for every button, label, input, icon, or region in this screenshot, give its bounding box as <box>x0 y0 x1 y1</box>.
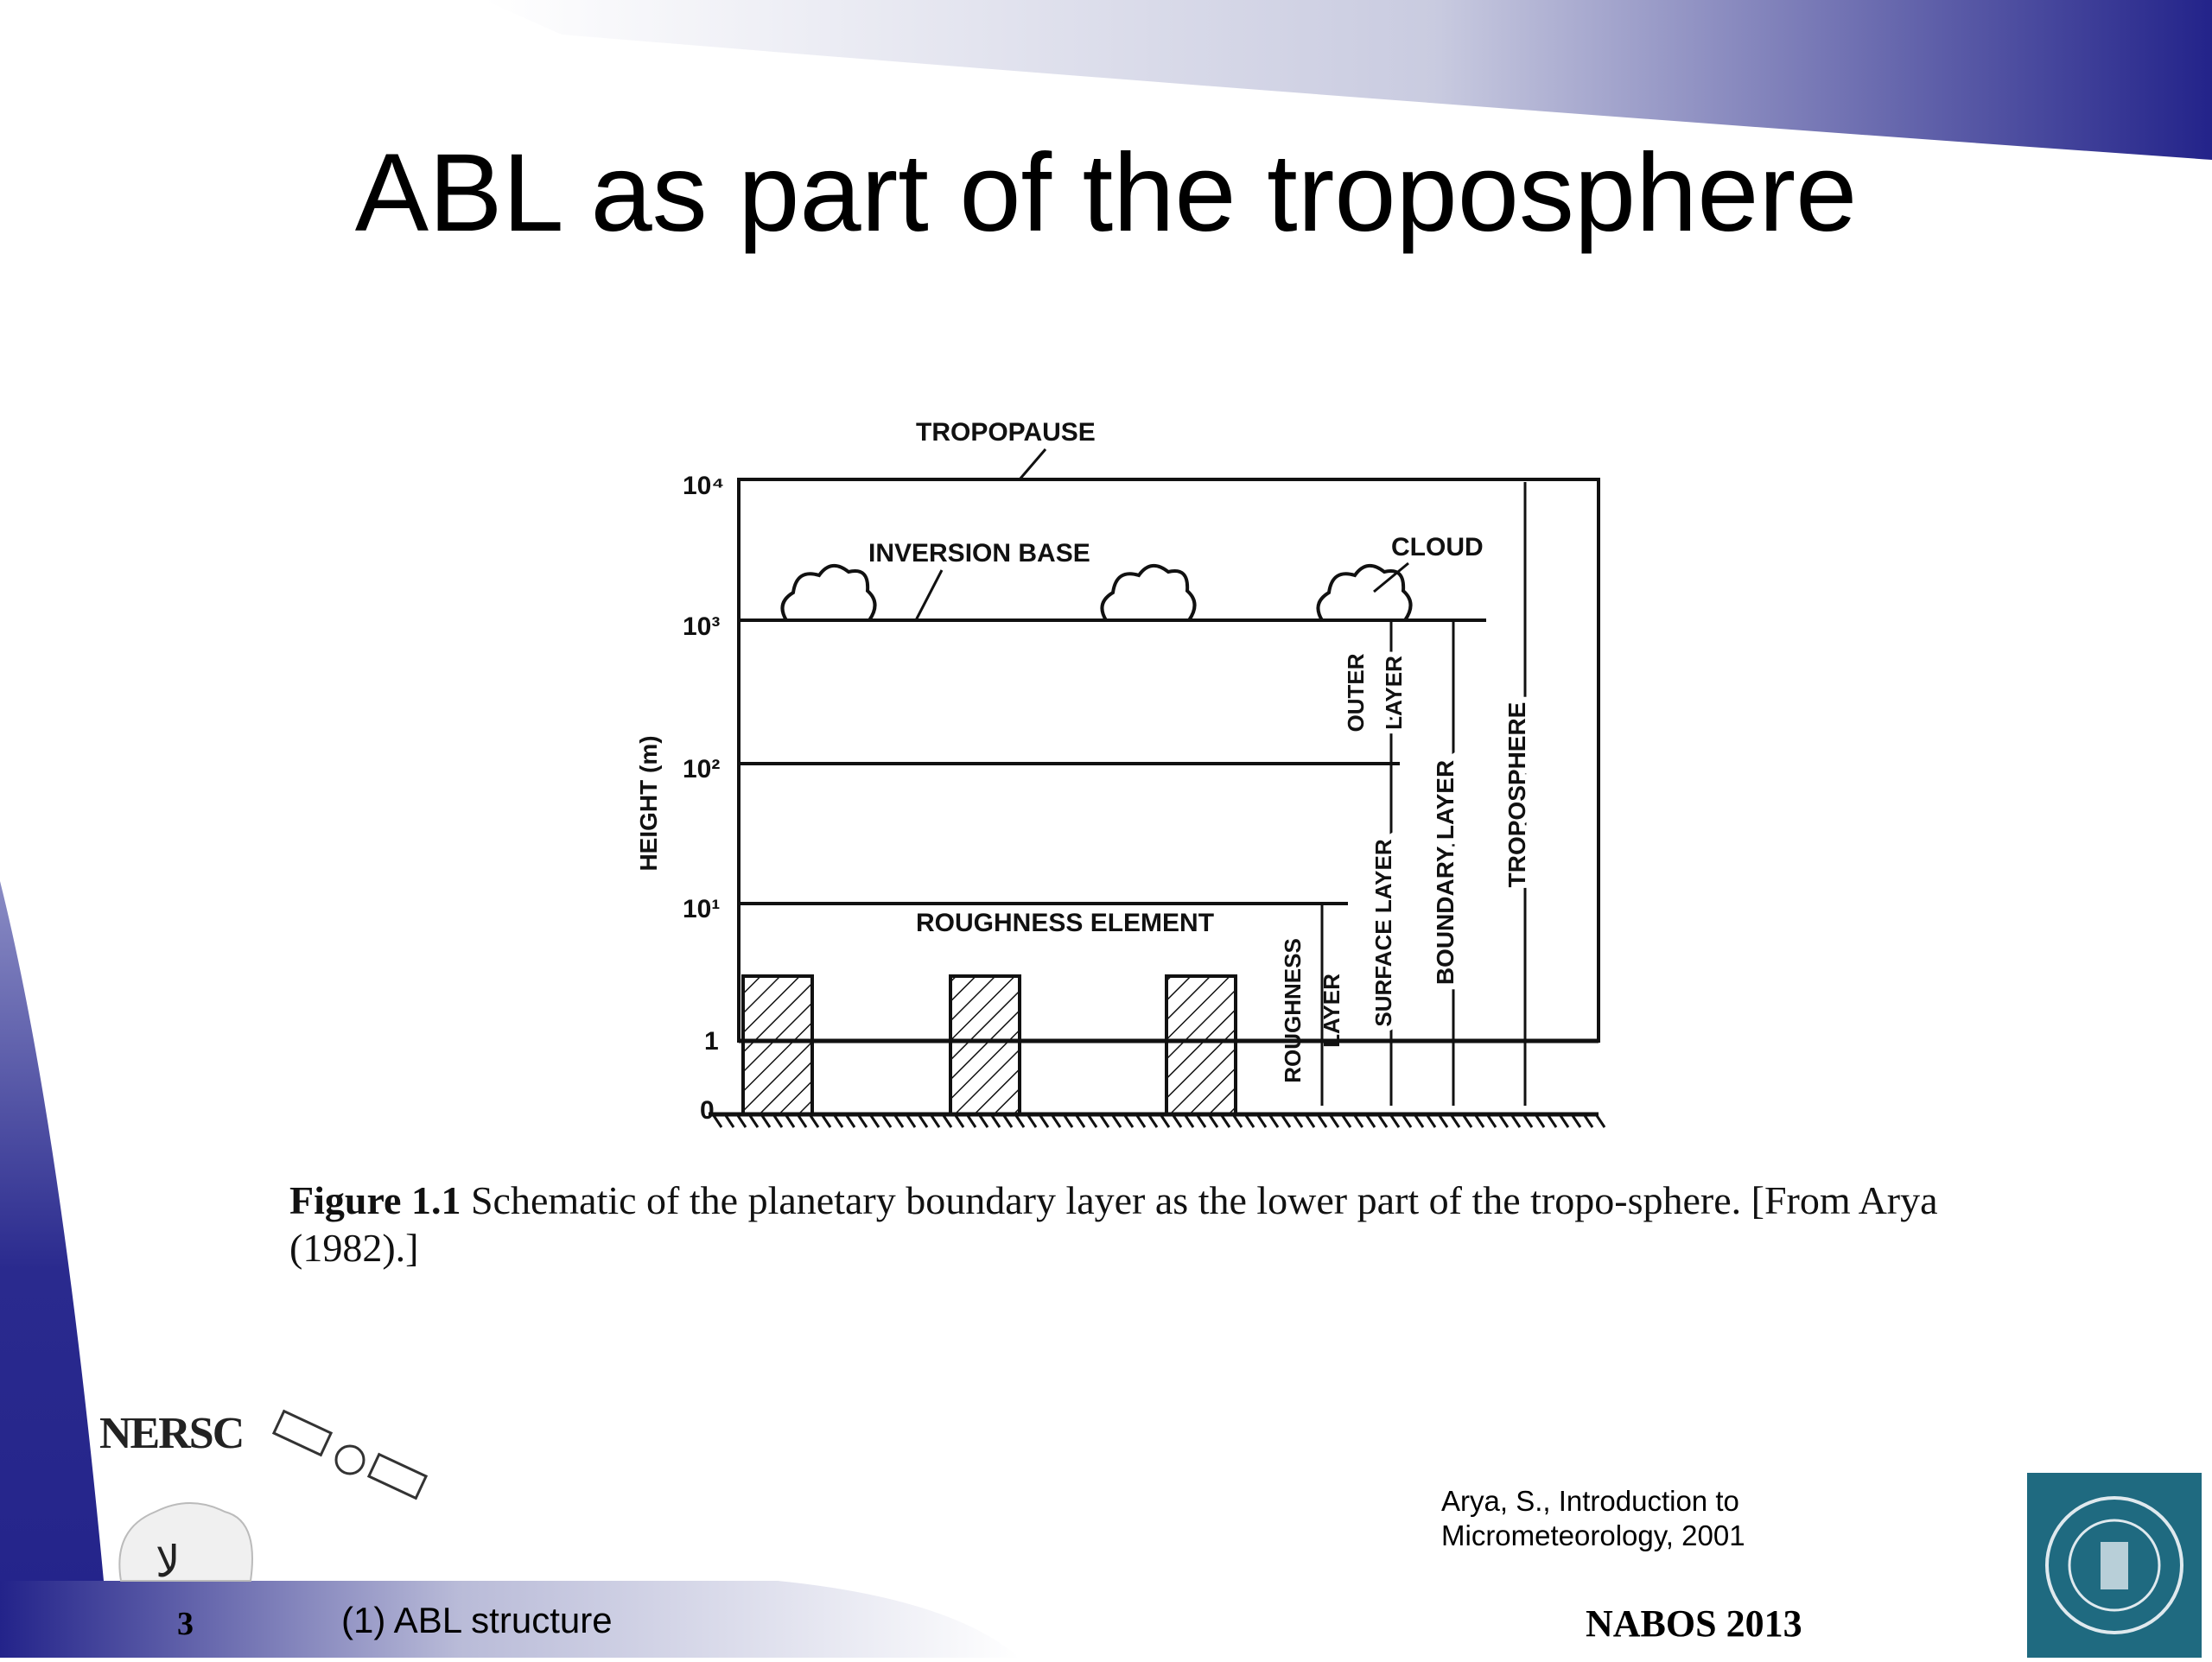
cloud-label: CLOUD <box>1391 533 1484 561</box>
conference-name: NABOS 2013 <box>1586 1602 1802 1645</box>
caption-text: Schematic of the planetary boundary layer as the lower part of the tropo-sphere. [From Arya (1982).] <box>289 1178 1938 1271</box>
abl-diagram <box>635 415 1624 1149</box>
nersc-logo: NERSC <box>99 1409 244 1458</box>
tick-label: 10¹ <box>683 895 721 923</box>
inversion-base-label: INVERSION BASE <box>868 539 1090 568</box>
university-bergen-logo <box>2027 1473 2202 1658</box>
slide-title: ABL as part of the troposphere <box>354 131 1858 255</box>
outer-label: OUTER <box>1343 653 1369 733</box>
y-axis-label: HEIGHT (m) <box>635 735 662 872</box>
satellite-icon <box>268 1412 441 1516</box>
slide-number: 3 <box>177 1606 194 1642</box>
polar-bear-logo <box>104 1460 276 1589</box>
cloud-shape <box>783 566 1411 620</box>
tropopause-label: TROPOPAUSE <box>916 418 1096 447</box>
tick-label: 10² <box>683 755 721 783</box>
surface-layer-label: SURFACE LAYER <box>1370 839 1396 1027</box>
citation-line: Arya, S., Introduction to <box>1441 1485 1739 1517</box>
caption-label: Figure 1.1 <box>289 1178 461 1222</box>
figure-caption <box>289 1177 1957 1272</box>
roughness-element-label: ROUGHNESS ELEMENT <box>916 909 1215 937</box>
troposphere-label: TROPOSPHERE <box>1503 701 1530 888</box>
roughness-element-block <box>1166 976 1236 1114</box>
roughness-element-block <box>743 976 812 1114</box>
tick-label: 0 <box>700 1096 715 1125</box>
inversion-leader <box>916 570 942 620</box>
roughness-element-block <box>950 976 1020 1114</box>
svg-text:ﻻ: ﻻ <box>156 1538 181 1586</box>
uib-seal-icon <box>2027 1473 2202 1658</box>
citation-line: Micrometeorology, 2001 <box>1441 1519 1745 1551</box>
tick-label: 1 <box>704 1027 719 1056</box>
boundary-layer-label: BOUNDARY LAYER <box>1432 759 1459 986</box>
section-name: (1) ABL structure <box>341 1600 613 1640</box>
outer-layer-label: LAYER <box>1381 656 1407 730</box>
roughness-layer-label-2: LAYER <box>1319 974 1344 1048</box>
tick-label: 10³ <box>683 612 721 641</box>
tick-label: 10⁴ <box>683 472 725 500</box>
tropopause-leader <box>1020 449 1046 479</box>
citation <box>1441 1484 1745 1552</box>
roughness-layer-label-1: ROUGHNESS <box>1280 938 1306 1083</box>
